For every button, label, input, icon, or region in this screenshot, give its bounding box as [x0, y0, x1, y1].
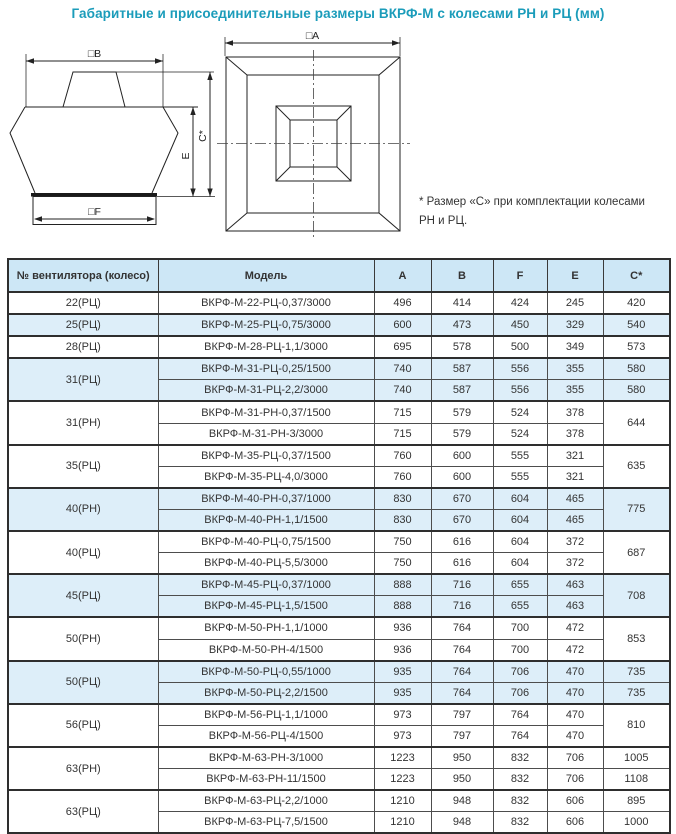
cell-fan-number: 22(РЦ) [8, 292, 158, 314]
fan-side-view-diagram [8, 38, 218, 238]
header-c: C* [603, 259, 670, 292]
cell-a: 888 [374, 596, 431, 618]
cell-model: ВКРФ-М-40-РН-1,1/1500 [158, 509, 374, 531]
cell-fan-number: 45(РЦ) [8, 574, 158, 617]
cell-b: 600 [431, 445, 493, 467]
cell-e: 378 [547, 401, 603, 423]
cell-c: 573 [603, 336, 670, 358]
cell-f: 450 [493, 314, 547, 336]
cell-a: 888 [374, 574, 431, 596]
cell-e: 465 [547, 488, 603, 510]
cell-c: 853 [603, 617, 670, 660]
cell-b: 670 [431, 488, 493, 510]
cell-a: 830 [374, 488, 431, 510]
cell-model: ВКРФ-М-56-РЦ-4/1500 [158, 725, 374, 747]
cell-f: 524 [493, 401, 547, 423]
cell-c: 687 [603, 531, 670, 574]
header-e: E [547, 259, 603, 292]
cell-model: ВКРФ-М-63-РЦ-7,5/1500 [158, 812, 374, 834]
cell-c: 810 [603, 704, 670, 747]
cell-fan-number: 50(РН) [8, 617, 158, 660]
footnote [419, 193, 671, 230]
cell-fan-number: 40(РЦ) [8, 531, 158, 574]
cell-f: 556 [493, 380, 547, 402]
cell-b: 579 [431, 423, 493, 445]
cell-e: 465 [547, 509, 603, 531]
cell-b: 764 [431, 682, 493, 704]
cell-fan-number: 63(РЦ) [8, 790, 158, 833]
cell-a: 750 [374, 553, 431, 575]
cell-e: 378 [547, 423, 603, 445]
header-model: Модель [158, 259, 374, 292]
cell-e: 372 [547, 531, 603, 553]
cell-a: 760 [374, 445, 431, 467]
dimensions-table [7, 258, 671, 834]
cell-f: 832 [493, 747, 547, 769]
table-row [8, 401, 670, 423]
cell-b: 414 [431, 292, 493, 314]
cell-a: 750 [374, 531, 431, 553]
cell-fan-number: 28(РЦ) [8, 336, 158, 358]
cell-model: ВКРФ-М-56-РЦ-1,1/1000 [158, 704, 374, 726]
cell-model: ВКРФ-М-45-РЦ-1,5/1500 [158, 596, 374, 618]
cell-b: 578 [431, 336, 493, 358]
cell-fan-number: 56(РЦ) [8, 704, 158, 747]
cell-c: 708 [603, 574, 670, 617]
cell-e: 472 [547, 639, 603, 661]
cell-e: 321 [547, 445, 603, 467]
page-title: Габаритные и присоединительные размеры ВКРФ-М с колесами РН и РЦ (мм) [71, 6, 605, 21]
cell-b: 716 [431, 574, 493, 596]
cell-a: 715 [374, 401, 431, 423]
header-b: B [431, 259, 493, 292]
cell-f: 604 [493, 509, 547, 531]
cell-b: 948 [431, 812, 493, 834]
table-row [8, 747, 670, 769]
cell-a: 936 [374, 617, 431, 639]
cell-f: 500 [493, 336, 547, 358]
cell-e: 470 [547, 682, 603, 704]
cell-a: 715 [374, 423, 431, 445]
cell-c: 735 [603, 682, 670, 704]
table-body [8, 292, 670, 833]
footnote-line1: * Размер «С» при комплектации колесами [419, 196, 645, 208]
cell-a: 830 [374, 509, 431, 531]
cell-model: ВКРФ-М-40-РЦ-5,5/3000 [158, 553, 374, 575]
header-fan-number: № вентилятора (колесо) [8, 259, 158, 292]
cell-c: 580 [603, 380, 670, 402]
cell-a: 935 [374, 682, 431, 704]
cell-b: 948 [431, 790, 493, 812]
cell-model: ВКРФ-М-63-РН-3/1000 [158, 747, 374, 769]
cell-f: 706 [493, 682, 547, 704]
cell-b: 764 [431, 661, 493, 683]
cell-b: 716 [431, 596, 493, 618]
cell-f: 604 [493, 531, 547, 553]
cell-b: 587 [431, 358, 493, 380]
cell-b: 579 [431, 401, 493, 423]
table-row [8, 358, 670, 380]
cell-model: ВКРФ-М-35-РЦ-0,37/1500 [158, 445, 374, 467]
cell-a: 936 [374, 639, 431, 661]
cell-f: 832 [493, 812, 547, 834]
cell-e: 245 [547, 292, 603, 314]
cell-model: ВКРФ-М-40-РН-0,37/1000 [158, 488, 374, 510]
cell-model: ВКРФ-М-25-РЦ-0,75/3000 [158, 314, 374, 336]
cell-e: 349 [547, 336, 603, 358]
header-a: A [374, 259, 431, 292]
cell-a: 496 [374, 292, 431, 314]
cell-e: 329 [547, 314, 603, 336]
cell-a: 973 [374, 725, 431, 747]
cell-e: 321 [547, 466, 603, 488]
cell-a: 740 [374, 380, 431, 402]
cell-b: 950 [431, 769, 493, 791]
cell-f: 555 [493, 466, 547, 488]
table-row [8, 445, 670, 467]
table-row [8, 790, 670, 812]
cell-f: 706 [493, 661, 547, 683]
cell-e: 372 [547, 553, 603, 575]
dim-a-label: □A [305, 30, 320, 42]
cell-f: 764 [493, 704, 547, 726]
cell-b: 950 [431, 747, 493, 769]
table-header-row [8, 259, 670, 292]
cell-f: 832 [493, 769, 547, 791]
cell-e: 355 [547, 380, 603, 402]
cell-e: 470 [547, 725, 603, 747]
cell-fan-number: 40(РН) [8, 488, 158, 531]
cell-a: 1210 [374, 790, 431, 812]
cell-model: ВКРФ-М-63-РЦ-2,2/1000 [158, 790, 374, 812]
cell-c: 1000 [603, 812, 670, 834]
cell-e: 463 [547, 574, 603, 596]
table-row [8, 661, 670, 683]
fan-top-view-diagram [216, 28, 412, 240]
cell-c: 644 [603, 401, 670, 444]
cell-e: 606 [547, 790, 603, 812]
cell-e: 706 [547, 769, 603, 791]
cell-b: 473 [431, 314, 493, 336]
cell-model: ВКРФ-М-50-РЦ-2,2/1500 [158, 682, 374, 704]
cell-e: 355 [547, 358, 603, 380]
cell-a: 1210 [374, 812, 431, 834]
cell-f: 556 [493, 358, 547, 380]
cell-a: 740 [374, 358, 431, 380]
cell-c: 775 [603, 488, 670, 531]
cell-c: 735 [603, 661, 670, 683]
footnote-line2: РН и РЦ. [419, 214, 468, 227]
cell-fan-number: 63(РН) [8, 747, 158, 790]
cell-b: 764 [431, 617, 493, 639]
dim-e-label: E [180, 152, 192, 160]
cell-f: 604 [493, 488, 547, 510]
cell-model: ВКРФ-М-45-РЦ-0,37/1000 [158, 574, 374, 596]
cell-model: ВКРФ-М-28-РЦ-1,1/3000 [158, 336, 374, 358]
cell-model: ВКРФ-М-35-РЦ-4,0/3000 [158, 466, 374, 488]
cell-a: 695 [374, 336, 431, 358]
cell-model: ВКРФ-М-50-РН-4/1500 [158, 639, 374, 661]
cell-fan-number: 35(РЦ) [8, 445, 158, 488]
cell-model: ВКРФ-М-63-РН-11/1500 [158, 769, 374, 791]
cell-a: 600 [374, 314, 431, 336]
table-row [8, 292, 670, 314]
cell-model: ВКРФ-М-40-РЦ-0,75/1500 [158, 531, 374, 553]
cell-model: ВКРФ-М-31-РН-0,37/1500 [158, 401, 374, 423]
cell-b: 797 [431, 725, 493, 747]
cell-b: 797 [431, 704, 493, 726]
cell-c: 1005 [603, 747, 670, 769]
cell-b: 587 [431, 380, 493, 402]
cell-e: 606 [547, 812, 603, 834]
table-row [8, 314, 670, 336]
table-row [8, 704, 670, 726]
dim-c-label: C* [197, 130, 209, 142]
cell-c: 580 [603, 358, 670, 380]
cell-c: 420 [603, 292, 670, 314]
cell-b: 600 [431, 466, 493, 488]
cell-e: 472 [547, 617, 603, 639]
table-row [8, 488, 670, 510]
cell-c: 1108 [603, 769, 670, 791]
cell-a: 1223 [374, 769, 431, 791]
table-row [8, 574, 670, 596]
cell-b: 616 [431, 553, 493, 575]
cell-model: ВКРФ-М-50-РЦ-0,55/1000 [158, 661, 374, 683]
cell-f: 700 [493, 639, 547, 661]
table-row [8, 336, 670, 358]
header-f: F [493, 259, 547, 292]
cell-c: 635 [603, 445, 670, 488]
cell-fan-number: 31(РН) [8, 401, 158, 444]
cell-b: 670 [431, 509, 493, 531]
cell-f: 524 [493, 423, 547, 445]
cell-e: 470 [547, 661, 603, 683]
cell-f: 655 [493, 596, 547, 618]
cell-f: 832 [493, 790, 547, 812]
cell-b: 764 [431, 639, 493, 661]
cell-c: 540 [603, 314, 670, 336]
cell-f: 555 [493, 445, 547, 467]
cell-model: ВКРФ-М-22-РЦ-0,37/3000 [158, 292, 374, 314]
cell-c: 895 [603, 790, 670, 812]
cell-fan-number: 31(РЦ) [8, 358, 158, 401]
dim-b-label: □B [87, 48, 102, 60]
cell-model: ВКРФ-М-31-РН-3/3000 [158, 423, 374, 445]
dimension-arrowheads [26, 58, 213, 221]
cell-f: 764 [493, 725, 547, 747]
cell-f: 604 [493, 553, 547, 575]
table-row [8, 531, 670, 553]
cell-a: 973 [374, 704, 431, 726]
cell-f: 700 [493, 617, 547, 639]
cell-b: 616 [431, 531, 493, 553]
cell-fan-number: 25(РЦ) [8, 314, 158, 336]
cell-a: 760 [374, 466, 431, 488]
cell-e: 706 [547, 747, 603, 769]
table-row [8, 617, 670, 639]
cell-fan-number: 50(РЦ) [8, 661, 158, 704]
cell-f: 424 [493, 292, 547, 314]
cell-f: 655 [493, 574, 547, 596]
cell-e: 470 [547, 704, 603, 726]
cell-model: ВКРФ-М-31-РЦ-0,25/1500 [158, 358, 374, 380]
cell-a: 935 [374, 661, 431, 683]
cell-model: ВКРФ-М-31-РЦ-2,2/3000 [158, 380, 374, 402]
cell-a: 1223 [374, 747, 431, 769]
dim-f-label: □F [88, 206, 101, 218]
cell-model: ВКРФ-М-50-РН-1,1/1000 [158, 617, 374, 639]
cell-e: 463 [547, 596, 603, 618]
